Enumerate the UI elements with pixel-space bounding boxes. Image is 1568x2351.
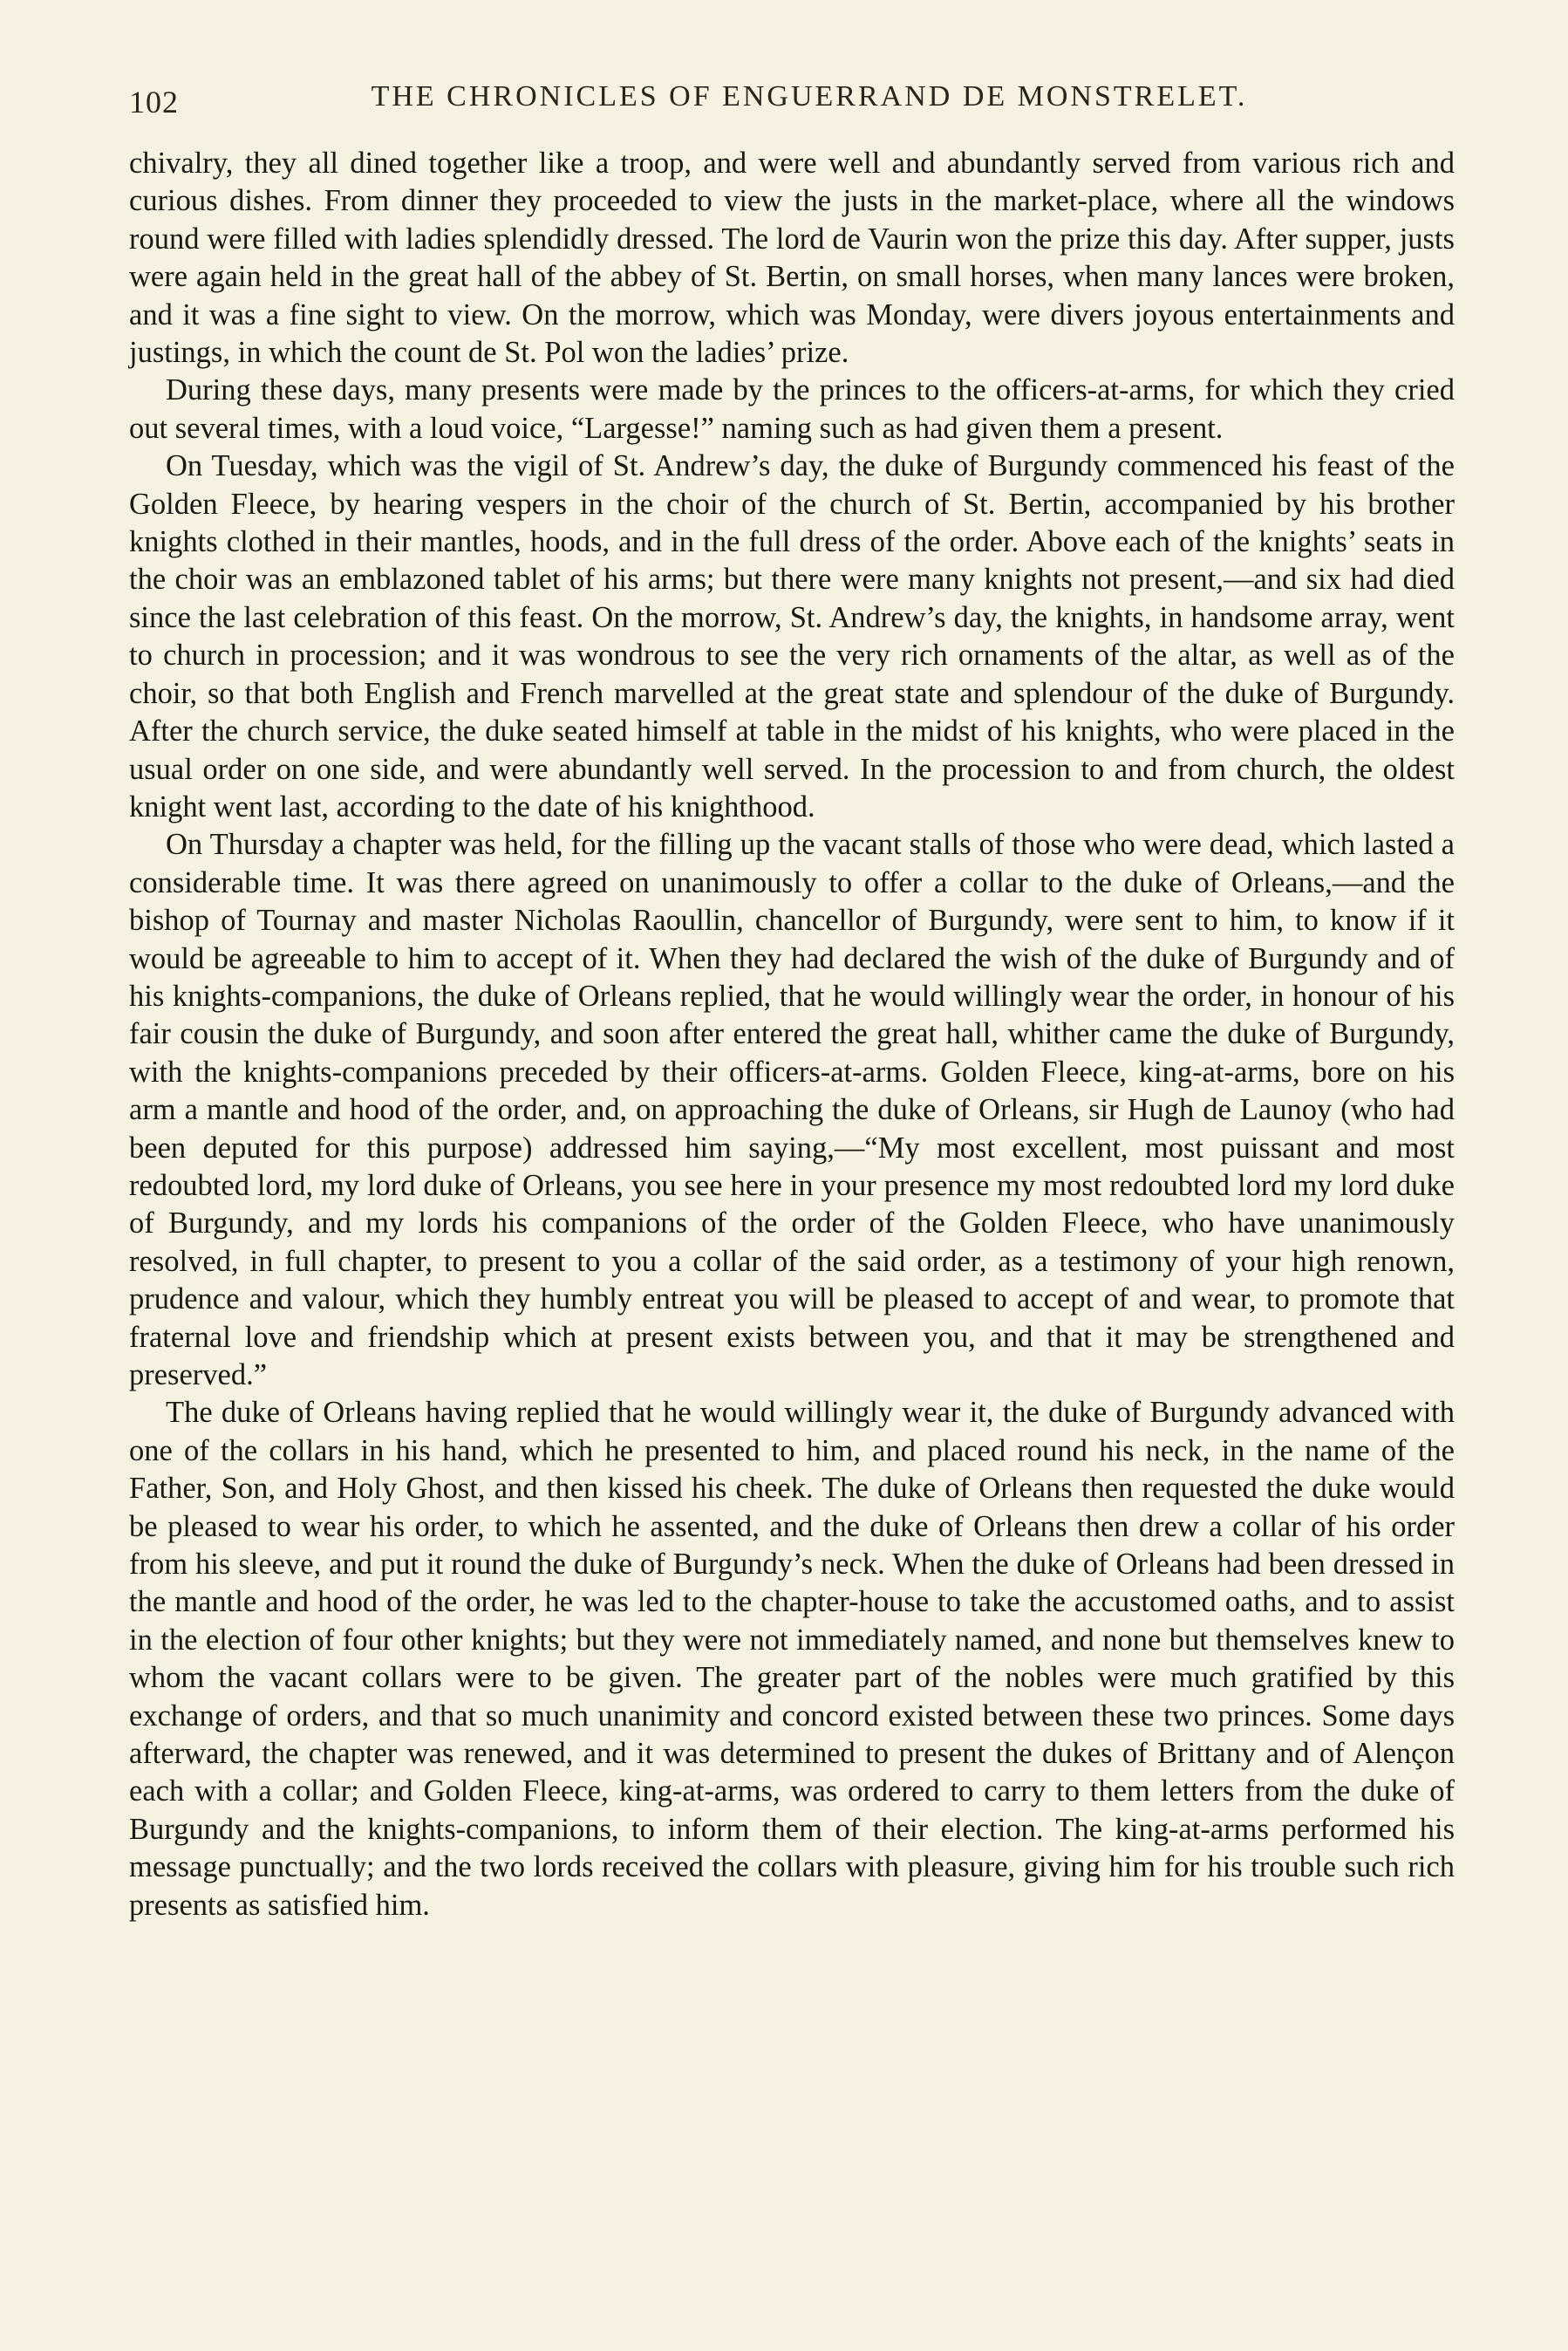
body-text [129, 145, 1455, 1924]
running-head [129, 80, 1455, 126]
paragraph-continuation: chivalry, they all dined together like a troop, and were well and abundantly served from various rich and curious dishes. From dinner they proceeded to view the justs in the market-place, where all the windows round were filled with ladies splendidly dressed. The lord de Vaurin won the prize this day. After supper, justs were again held in the great hall of the abbey of St. Bertin, on small horses, when many lances were broken, and it was a fine sight to view. On the morrow, which was Monday, were divers joyous entertainments and justings, in which the count de St. Pol won the ladies’ prize. [129, 147, 1455, 370]
page-number: 102 [129, 85, 179, 120]
paragraph-collar-exchange: The duke of Orleans having replied that he would willingly wear it, the duke of Burgundy advanced with one of the collars in his hand, which he presented to him, and placed round his neck, in the name of the Father, Son, and Holy Ghost, and then kissed his cheek. The duke of Orleans then requested the duke would be pleased to wear his order, to which he assented, and the duke of Orleans then drew a collar of his order from his sleeve, and put it round the duke of Burgundy’s neck. When the duke of Orleans had been dressed in the mantle and hood of the order, he was led to the chapter-house to take the accustomed oaths, and to assist in the election of four other knights; but they were not immediately named, and none but themselves knew to whom the vacant collars were to be given. The greater part of the nobles were much gratified by this exchange of orders, and that so much unanimity and concord existed between these two princes. Some days afterward, the chapter was renewed, and it was determined to present the dukes of Brittany and of Alençon each with a collar; and Golden Fleece, king-at-arms, was ordered to carry to them letters from the duke of Burgundy and the knights-companions, to inform them of their election. The king-at-arms performed his message punctually; and the two lords received the collars with pleasure, giving him for his trouble such rich presents as satisfied him. [129, 1396, 1455, 1922]
paragraph-thursday-chapter: On Thursday a chapter was held, for the filling up the vacant stalls of those who were dead, which lasted a considerable time. It was there agreed on unanimously to offer a collar to the duke of Orleans,—and the bishop of Tournay and master Nicholas Raoullin, chancellor of Burgundy, were sent to him, to know if it would be agreeable to him to accept of it. When they had declared the wish of the duke of Burgundy and of his knights-companions, the duke of Orleans replied, that he would willingly wear the order, in honour of his fair cousin the duke of Burgundy, and soon after entered the great hall, whither came the duke of Burgundy, with the knights-companions preceded by their officers-at-arms. Golden Fleece, king-at-arms, bore on his arm a mantle and hood of the order, and, on approaching the duke of Orleans, sir Hugh de Launoy (who had been deputed for this purpose) addressed him saying,—“My most excellent, most puissant and most redoubted lord, my lord duke of Orleans, you see here in your presence my most redoubted lord my lord duke of Burgundy, and my lords his companions of the order of the Golden Fleece, who have unanimously resolved, in full chapter, to present to you a collar of the said order, as a testimony of your high renown, prudence and valour, which they humbly entreat you will be pleased to accept of and wear, to promote that fraternal love and friendship which at present exists between you, and that it may be strengthened and preserved.” [129, 828, 1455, 1391]
book-page [129, 80, 1455, 2296]
paragraph-tuesday-feast: On Tuesday, which was the vigil of St. Andrew’s day, the duke of Burgundy commenced his feast of the Golden Fleece, by hearing vespers in the choir of the church of St. Bertin, accompanied by his brother knights clothed in their mantles, hoods, and in the full dress of the order. Above each of the knights’ seats in the choir was an emblazoned tablet of his arms; but there were many knights not present,—and six had died since the last celebration of this feast. On the morrow, St. Andrew’s day, the knights, in handsome array, went to church in procession; and it was wondrous to see the very rich ornaments of the altar, as well as of the choir, so that both English and French marvelled at the great state and splendour of the duke of Burgundy. After the church service, the duke seated himself at table in the midst of his knights, who were placed in the usual order on one side, and were abundantly well served. In the procession to and from church, the oldest knight went last, according to the date of his knighthood. [129, 449, 1455, 824]
chapter-title: THE CHRONICLES OF ENGUERRAND DE MONSTRELET. [371, 80, 1248, 113]
paragraph-largesse: During these days, many presents were made by the princes to the officers-at-arms, for which they cried out several times, with a loud voice, “Largesse!” naming such as had given them a present. [129, 373, 1455, 445]
